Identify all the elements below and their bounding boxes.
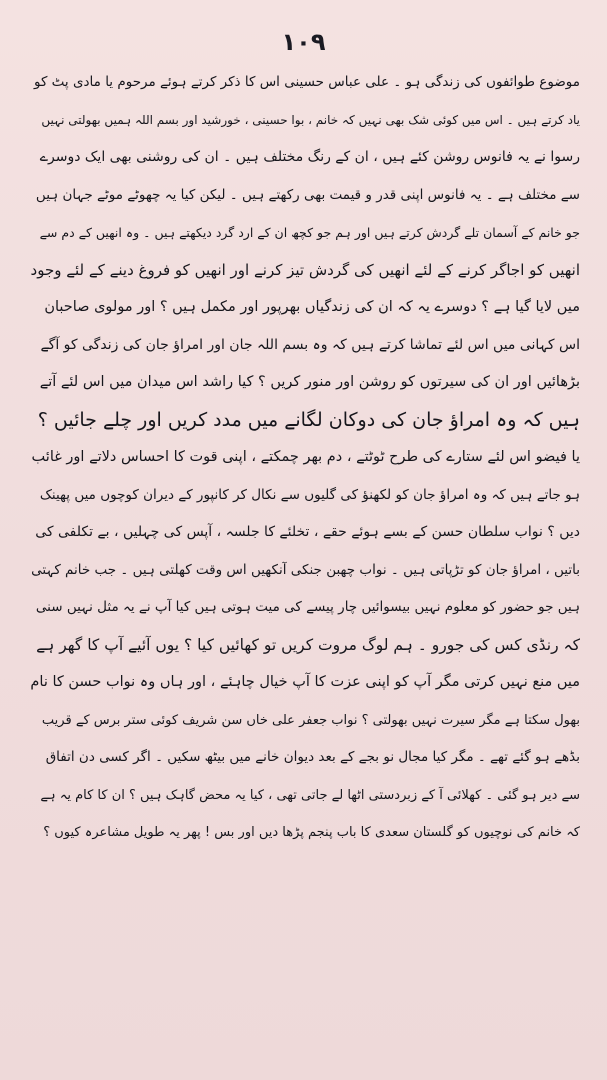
text-line: یا فیضو اس لئے ستارے کی طرح ٹوٹتے ، دم بھر چمکتے ، اپنی قوت کا احساس دلاتے اور غائب [31,449,580,465]
text-line: بھول سکتا ہے مگر سیرت نہیں بھولتی ؟ نواب جعفر علی خاں سن شریف کوئی ستر برس کے قریب [41,712,580,728]
text-line: کہ خانم کی نوچیوں کو گلستان سعدی کا باب پنجم پڑھا دیں اور بس ! پھر یہ طویل مشاعرہ کیوں ؟ [43,825,580,840]
text-line: میں لایا گیا ہے ؟ دوسرے یہ کہ ان کی زندگیاں بھرپور اور مکمل ہیں ؟ اور مولوی صاحبان [44,299,580,315]
text-line: دیں ؟ نواب سلطان حسن کے بسے ہوئے حقے ، تخلئے کا جلسہ ، آپس کی چہلیں ، بے تکلفی کی [35,524,580,540]
text-line: باتیں ، امراؤ جان کو تڑپاتی ہیں ۔ نواب چھبن جنکی آنکھیں اس وقت کھلتی ہیں ۔ جب خانم کہتی [31,561,580,578]
text-line: جو خانم کے آسمان تلے گردش کرتے ہیں اور ہم جو کچھ ان کے ارد گرد دیکھتے ہیں ۔ وہ انھیں کے دم سے [39,225,580,240]
text-line: رسوا نے یہ فانوس روشن کئے ہیں ، ان کے رنگ مختلف ہیں ۔ ان کی روشنی بھی ایک دوسرے [39,149,580,165]
text-line: بڑھائیں اور ان کی سیرتوں کو روشن اور منور کریں ؟ کیا راشد اس میدان میں اس لئے آتے [39,374,580,390]
page-number: ١٠٩ [281,28,326,56]
text-line: ہیں جو حضور کو معلوم نہیں بیسوائیں چار پیسے کی میت ہوتی ہیں کیا آپ نے یہ مثل نہیں سنی [35,599,580,615]
text-line: سے مختلف ہے ۔ یہ فانوس اپنی قدر و قیمت بھی رکھتے ہیں ۔ لیکن کیا یہ چھوٹے موٹے جہان ہیں [35,186,580,203]
text-line: اس کہانی میں اس لئے تماشا کرتے ہیں کہ وہ بسم اللہ جان اور امراؤ جان کی زندگی کو آگے [40,336,580,353]
text-line: ہیں کہ وہ امراؤ جان کی دوکان لگانے میں مدد کریں اور چلے جائیں ؟ [37,408,580,431]
text-line: ہو جاتے ہیں کہ وہ امراؤ جان کو لکھنؤ کی گلیوں سے نکال کر کانپور کے دیران کوچوں میں پھینک [39,486,580,503]
text-line: یاد کرتے ہیں ۔ اس میں کوئی شک بھی نہیں کہ خانم ، بوا حسینی ، خورشید اور بسم اللہ ہمیں بھولتی نہیں [41,112,580,127]
text-line: کہ رنڈی کس کی جورو ۔ ہم لوگ مروت کریں تو کھائیں کیا ؟ یوں آئیے آپ کا گھر ہے [36,635,580,654]
text-line: انھیں کو اجاگر کرنے کے لئے انھیں کی گردش تیز کرنے اور انھیں کو فروغ دینے کے لئے وجود [30,260,580,279]
text-line: بڈھے ہو گئے تھے ۔ مگر کیا مجال نو بجے کے بعد دیوان خانے میں بیٹھ سکیں ۔ اگر کسی دن اتفاق [45,749,580,765]
text-line: میں منع نہیں کرتی مگر آپ کو اپنی عزت کا آپ خیال چاہئے ، اور ہاں وہ نواب حسن کا نام [30,674,580,690]
text-line: موضوع طوائفوں کی زندگی ہو ۔ علی عباس حسینی اس کا ذکر کرتے ہوئے مرحوم یا مادی پٹ کو [33,74,580,90]
body-text [28,64,580,852]
text-line: سے دیر ہو گئی ۔ کھلائی آ کے زبردستی اٹھا لے جاتی تھی ، کیا یہ محض گاہک ہیں ؟ ان کا کام یہ ہے [40,787,580,803]
